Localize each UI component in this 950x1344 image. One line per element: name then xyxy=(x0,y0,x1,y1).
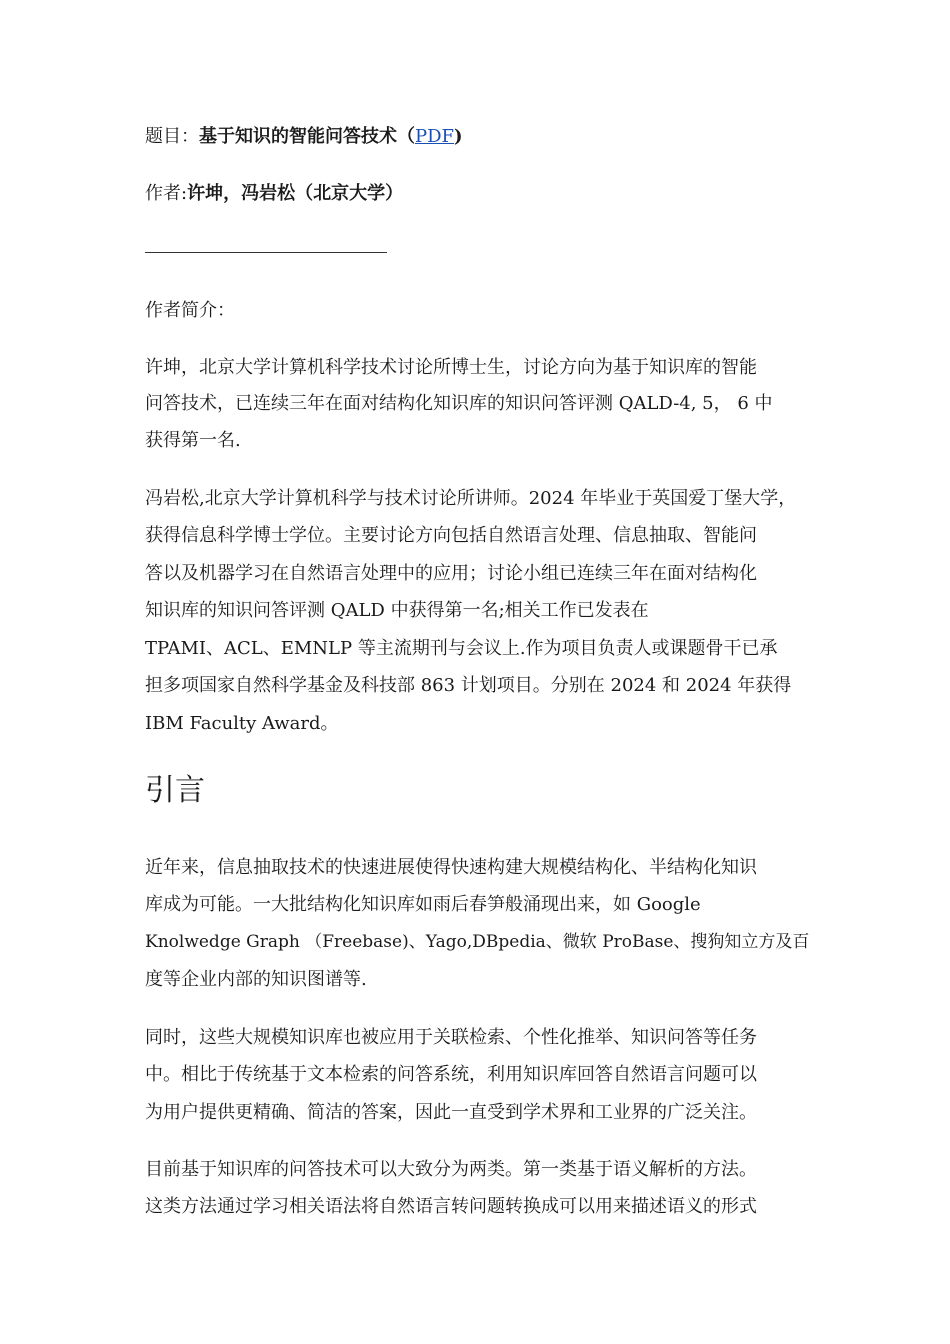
intro3-line: 目前基于知识库的问答技术可以大致分为两类。第一类基于语义解析的方法。 xyxy=(145,1159,757,1180)
bio2-line: 获得信息科学博士学位。主要讨论方向包括自然语言处理、信息抽取、智能问 xyxy=(145,525,757,546)
bio2-line: 答以及机器学习在自然语言处理中的应用；讨论小组已连续三年在面对结构化 xyxy=(145,563,757,584)
bio2-line: 担多项国家自然科学基金及科技部 863 计划项目。分别在 2024 和 2024 年获得 xyxy=(145,675,792,696)
author-line xyxy=(145,185,403,203)
intro1-line: 度等企业内部的知识图谱等. xyxy=(145,969,367,990)
bio2-line: 知识库的知识问答评测 QALD 中获得第一名;相关工作已发表在 xyxy=(145,600,649,621)
bio1-line: 获得第一名. xyxy=(145,430,241,451)
pdf-link[interactable]: PDF xyxy=(415,126,455,147)
intro1-line: Knolwedge Graph （Freebase)、Yago,DBpedia、微软 ProBase、搜狗知立方及百 xyxy=(145,932,810,952)
author-label: 作者: xyxy=(145,183,188,204)
intro2-line: 同时，这些大规模知识库也被应用于关联检索、个性化推举、知识问答等任务 xyxy=(145,1027,757,1048)
article-title: 基于知识的智能问答技术（ xyxy=(199,126,415,147)
intro2-line: 中。相比于传统基于文本检索的问答系统，利用知识库回答自然语言问题可以 xyxy=(145,1064,757,1085)
title-close-paren: ) xyxy=(454,126,463,147)
intro1-line: 库成为可能。一大批结构化知识库如雨后春笋般涌现出来，如 Google xyxy=(145,894,701,915)
title-label: 题目： xyxy=(145,126,199,147)
intro2-line: 为用户提供更精确、简洁的答案，因此一直受到学术界和工业界的广泛关注。 xyxy=(145,1102,757,1123)
author-names: 许坤，冯岩松（北京大学） xyxy=(187,183,404,204)
intro3-line: 这类方法通过学习相关语法将自然语言转问题转换成可以用来描述语义的形式 xyxy=(145,1196,757,1217)
bio2-line: TPAMI、ACL、EMNLP 等主流期刊与会议上.作为项目负责人或课题骨干已承 xyxy=(145,638,778,659)
bio2-line: IBM Faculty Award。 xyxy=(145,713,339,734)
bio1-line: 许坤，北京大学计算机科学技术讨论所博士生，讨论方向为基于知识库的智能 xyxy=(145,357,757,378)
title-line xyxy=(145,128,463,146)
bio1-line: 问答技术，已连续三年在面对结构化知识库的知识问答评测 QALD-4, 5， 6 中 xyxy=(145,393,773,414)
intro1-line: 近年来，信息抽取技术的快速进展使得快速构建大规模结构化、半结构化知识 xyxy=(145,857,757,878)
bio2-line: 冯岩松,北京大学计算机科学与技术讨论所讲师。2024 年毕业于英国爱丁堡大学， xyxy=(145,488,797,509)
bio-heading: 作者简介： xyxy=(145,300,235,321)
separator-line xyxy=(145,252,387,253)
section-heading: 引言 xyxy=(145,773,205,808)
